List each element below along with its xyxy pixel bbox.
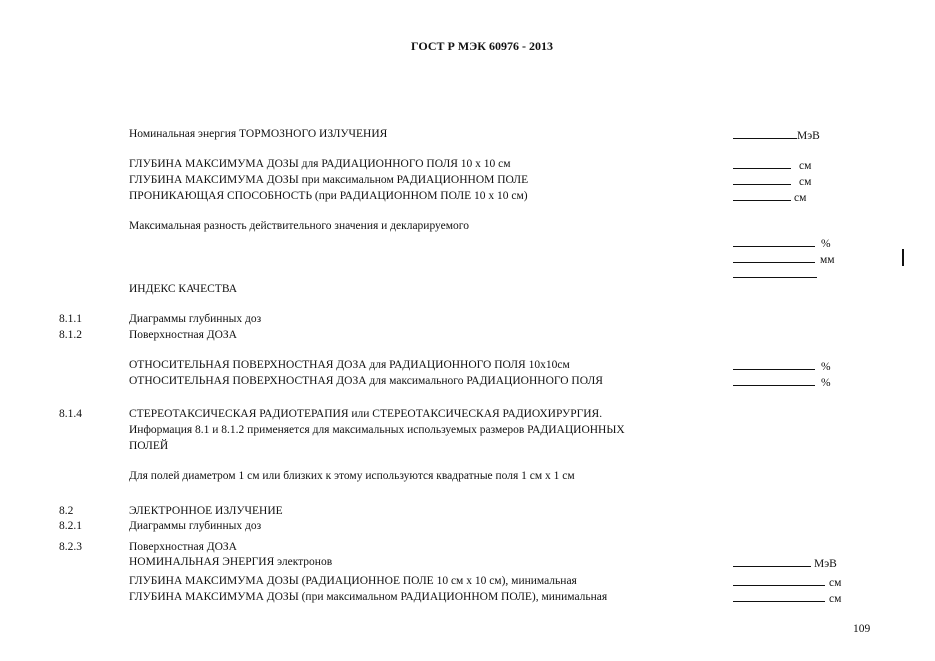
depth-e-max-field (733, 592, 841, 606)
section-info: Информация 8.1 и 8.1.2 применяется для максимальных используемых размеров РАДИАЦИОННЫХ (129, 424, 625, 436)
unit-mm: мм (820, 254, 835, 266)
section-number: 8.1.4 (59, 408, 82, 420)
depth-e-10-field (733, 576, 841, 590)
section-number: 8.2.3 (59, 541, 82, 553)
rel-surface-max-field (733, 376, 831, 390)
rel-surface-10-field (733, 360, 831, 374)
change-bar (902, 249, 904, 266)
max-diff-field-percent (733, 237, 831, 251)
max-diff-field-blank (733, 268, 820, 282)
section-number: 8.1.1 (59, 313, 82, 325)
rel-surface-10-label: ОТНОСИТЕЛЬНАЯ ПОВЕРХНОСТНАЯ ДОЗА для РАДИАЦИОННОГО ПОЛЯ 10х10см (129, 359, 570, 371)
depth-max-max-field (733, 175, 811, 189)
depth-max-10-field (733, 159, 811, 173)
penetrating-field (733, 191, 806, 205)
section-title: Поверхностная ДОЗА (129, 541, 237, 553)
unit-cm: см (799, 160, 812, 172)
nominal-electron-label: НОМИНАЛЬНАЯ ЭНЕРГИЯ электронов (129, 556, 333, 568)
section-title: ЭЛЕКТРОННОЕ ИЗЛУЧЕНИЕ (129, 505, 283, 517)
quality-index-label: ИНДЕКС КАЧЕСТВА (129, 283, 238, 295)
nominal-electron-field (733, 557, 837, 571)
document-header: ГОСТ Р МЭК 60976 - 2013 (411, 39, 553, 53)
rel-surface-max-label: ОТНОСИТЕЛЬНАЯ ПОВЕРХНОСТНАЯ ДОЗА для максимального РАДИАЦИОННОГО ПОЛЯ (129, 375, 603, 387)
unit-cm: см (829, 577, 842, 589)
unit-percent: % (821, 377, 831, 389)
nominal-energy-field (733, 129, 820, 143)
unit-percent: % (821, 238, 831, 250)
max-diff-field-mm (733, 253, 835, 267)
section-number: 8.2.1 (59, 520, 82, 532)
depth-e-max-label: ГЛУБИНА МАКСИМУМА ДОЗЫ (при максимальном РАДИАЦИОННОМ ПОЛЕ), минимальная (129, 591, 608, 603)
section-title: Поверхностная ДОЗА (129, 329, 237, 341)
section-title: СТЕРЕОТАКСИЧЕСКАЯ РАДИОТЕРАПИЯ или СТЕРЕОТАКСИЧЕСКАЯ РАДИОХИРУРГИЯ. (129, 408, 603, 420)
unit-cm: см (799, 176, 812, 188)
nominal-energy-label: Номинальная энергия ТОРМОЗНОГО ИЗЛУЧЕНИЯ (129, 128, 388, 140)
unit-percent: % (821, 361, 831, 373)
unit-cm: см (829, 593, 842, 605)
depth-max-max-label: ГЛУБИНА МАКСИМУМА ДОЗЫ при максимальном РАДИАЦИОННОМ ПОЛЕ (129, 174, 529, 186)
section-number: 8.2 (59, 505, 74, 517)
section-info: ПОЛЕЙ (129, 440, 169, 452)
depth-max-10-label: ГЛУБИНА МАКСИМУМА ДОЗЫ для РАДИАЦИОННОГО ПОЛЯ 10 х 10 см (129, 158, 511, 170)
penetrating-label: ПРОНИКАЮЩАЯ СПОСОБНОСТЬ (при РАДИАЦИОННОМ ПОЛЕ 10 х 10 см) (129, 190, 528, 202)
unit-mev: МэВ (797, 130, 820, 142)
max-diff-label: Максимальная разность действительного значения и декларируемого (129, 220, 469, 232)
section-title: Диаграммы глубинных доз (129, 520, 262, 532)
depth-e-10-label: ГЛУБИНА МАКСИМУМА ДОЗЫ (РАДИАЦИОННОЕ ПОЛЕ 10 см х 10 см), минимальная (129, 575, 577, 587)
unit-mev: МэВ (814, 558, 837, 570)
small-fields-note: Для полей диаметром 1 см или близких к этому используются квадратные поля 1 см х 1 см (129, 470, 575, 482)
section-title: Диаграммы глубинных доз (129, 313, 262, 325)
section-number: 8.1.2 (59, 329, 82, 341)
page-number: 109 (853, 623, 871, 635)
unit-cm: см (794, 192, 807, 204)
